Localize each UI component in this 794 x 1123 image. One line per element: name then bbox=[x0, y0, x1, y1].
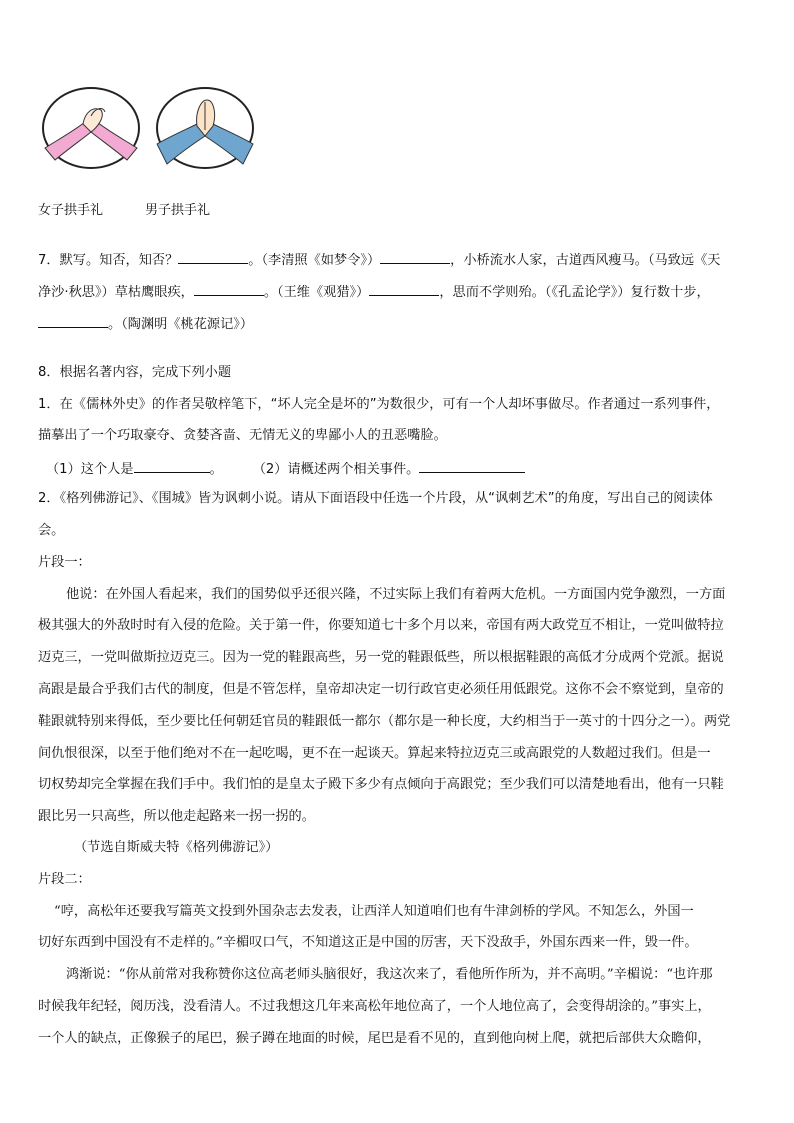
q8-part2-line-1: 2．《格列佛游记》、《围城》皆为讽刺小说。请从下面语段中任选一个片段，从“讽刺艺术”的角度，写出自己的阅读体 bbox=[38, 491, 713, 506]
q8-part1-line-2: 描摹出了一个巧取豪夺、贪婪吝啬、无情无义的卑鄙小人的丑恶嘴脸。 bbox=[38, 428, 447, 443]
q8-subquestions: （1）这个人是 。 （2）请概述两个相关事件。 bbox=[46, 460, 525, 476]
q8-blank-1[interactable] bbox=[134, 460, 210, 473]
fragment1-line: 极其强大的外敌时时有入侵的危险。关于第一件，你要知道七十多个月以来，帝国有两大政党互不相让，一党叫做特拉 bbox=[38, 618, 724, 633]
fragment2-label: 片段二： bbox=[38, 872, 91, 887]
fragment1-line: 跟比另一只高些，所以他走起路来一拐一拐的。 bbox=[38, 809, 315, 824]
q7-line-2: 净沙·秋思》）草枯鹰眼疾， 。（王维《观猎》） ，思而不学则殆。（《孔孟论学》）复行数十步， bbox=[38, 285, 710, 300]
fragment1-label: 片段一： bbox=[38, 555, 91, 570]
q7-blank-3[interactable] bbox=[194, 283, 264, 296]
fragment2-line: “哼，高松年还要我写篇英文投到外国杂志去发表，让西洋人知道咱们也有牛津剑桥的学风。不知怎么，外国一 bbox=[54, 904, 694, 919]
q8-title: 8．根据名著内容，完成下列小题 bbox=[38, 365, 232, 380]
fragment1-line: 他说：在外国人看起来，我们的国势似乎还很兴隆，不过实际上我们有着两大危机。一方面国内党争激烈，一方面 bbox=[66, 587, 726, 602]
q7-line-1: 7．默写。知否，知否？ 。（李清照《如梦令》） ，小桥流水人家，古道西风瘦马。（马致远《天 bbox=[38, 253, 721, 268]
female-salute-illustration bbox=[41, 86, 141, 170]
q7-blank-1[interactable] bbox=[178, 251, 248, 264]
fragment1-line: 间仇恨很深，以至于他们绝对不在一起吃喝，更不在一起谈天。算起来特拉迈克三或高跟党的人数超过我们。但是一 bbox=[38, 746, 711, 761]
q7-blank-5[interactable] bbox=[38, 315, 108, 328]
q8-part1-line-1: 1．在《儒林外史》的作者吴敬梓笔下，“坏人完全是坏的”为数很少，可有一个人却坏事做尽。作者通过一系列事件， bbox=[38, 397, 720, 412]
fragment2-line: 时候我年纪轻，阅历浅，没看清人。不过我想这几年来高松年地位高了，一个人地位高了，会变得胡涂的。”事实上， bbox=[38, 999, 711, 1014]
fragment1-line: 鞋跟就特别来得低，至少要比任何朝廷官员的鞋跟低一都尔（都尔是一种长度，大约相当于一英寸的十四分之一）。两党 bbox=[38, 714, 731, 729]
q8-part2-line-2: 会。 bbox=[38, 523, 65, 538]
illustration-caption-female: 女子拱手礼 bbox=[38, 203, 104, 218]
fragment2-line: 一个人的缺点，正像猴子的尾巴，猴子蹲在地面的时候，尾巴是看不见的，直到他向树上爬，就把后部供大众瞻仰， bbox=[38, 1031, 711, 1046]
illustration-caption-male: 男子拱手礼 bbox=[145, 203, 211, 218]
male-salute-illustration bbox=[155, 86, 255, 170]
q7-blank-4[interactable] bbox=[369, 283, 439, 296]
q7-blank-2[interactable] bbox=[380, 251, 450, 264]
fragment1-line: 切权势却完全掌握在我们手中。我们怕的是皇太子殿下多少有点倾向于高跟党；至少我们可以清楚地看出，他有一只鞋 bbox=[38, 777, 724, 792]
fragment1-line: 迈克三，一党叫做斯拉迈克三。因为一党的鞋跟高些，另一党的鞋跟低些，所以根据鞋跟的高低才分成两个党派。据说 bbox=[38, 650, 724, 665]
fragment1-line: 高跟是最合乎我们古代的制度，但是不管怎样，皇帝却决定一切行政官吏必须任用低跟党。这你不会不察觉到，皇帝的 bbox=[38, 682, 724, 697]
fragment1-source: （节选自斯威夫特《格列佛游记》） bbox=[74, 840, 279, 855]
fragment2-line: 切好东西到中国没有不走样的。”辛楣叹口气，不知道这正是中国的厉害，天下没敌手，外国东西来一件，毁一件。 bbox=[38, 935, 698, 950]
fragment2-line: 鸿渐说：“你从前常对我称赞你这位高老师头脑很好，我这次来了，看他所作所为，并不高明。”辛楣说：“也许那 bbox=[66, 967, 713, 982]
q8-blank-2[interactable] bbox=[419, 460, 525, 473]
q7-line-3: 。（陶渊明《桃花源记》） bbox=[38, 315, 253, 331]
